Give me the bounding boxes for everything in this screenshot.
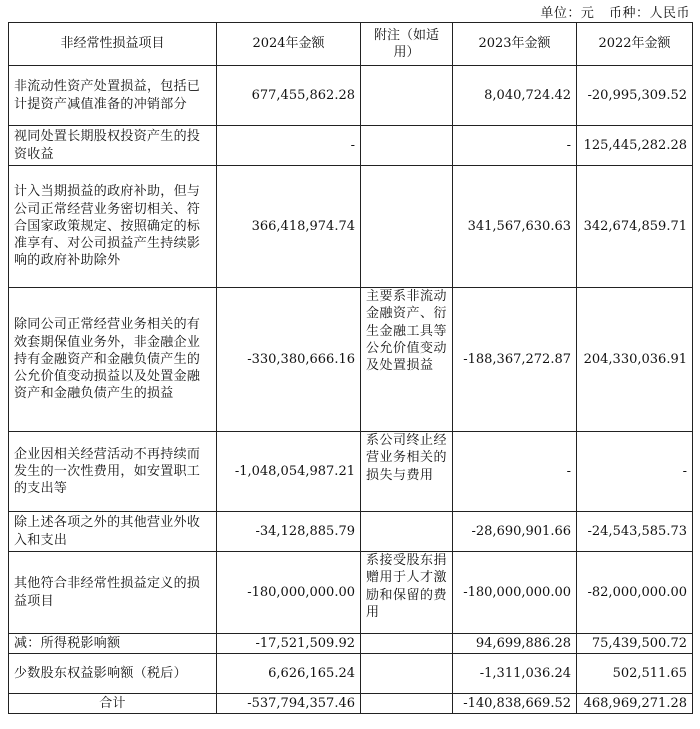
header-row: [9, 23, 693, 66]
row-2024: -17,521,509.92: [217, 634, 361, 654]
row-2022: 75,439,500.72: [577, 634, 693, 654]
row-item: 除上述各项之外的其他营业外收入和支出: [9, 512, 217, 552]
header-2023: 2023年金额: [453, 23, 577, 66]
non-recurring-items-table: [8, 22, 693, 714]
header-2024: 2024年金额: [217, 23, 361, 66]
total-2023: -140,838,669.52: [453, 694, 577, 714]
table-row: [9, 512, 693, 552]
row-item: 少数股东权益影响额（税后）: [9, 654, 217, 694]
row-2023: -1,311,036.24: [453, 654, 577, 694]
row-note: 系公司终止经营业务相关的损失与费用: [361, 432, 453, 512]
row-note: 系接受股东捐赠用于人才激励和保留的费用: [361, 552, 453, 634]
row-2022: -24,543,585.73: [577, 512, 693, 552]
row-2022: 204,330,036.91: [577, 288, 693, 432]
row-2022: -20,995,309.52: [577, 66, 693, 126]
row-2023: -188,367,272.87: [453, 288, 577, 432]
row-note: [361, 126, 453, 166]
total-2024: -537,794,357.46: [217, 694, 361, 714]
total-2022: 468,969,271.28: [577, 694, 693, 714]
header-item: 非经常性损益项目: [9, 23, 217, 66]
table-row: [9, 634, 693, 654]
total-label: 合计: [9, 694, 217, 714]
table-row: [9, 166, 693, 288]
row-2024: -180,000,000.00: [217, 552, 361, 634]
row-2024: 6,626,165.24: [217, 654, 361, 694]
table-row: [9, 432, 693, 512]
total-row: [9, 694, 693, 714]
row-2023: 341,567,630.63: [453, 166, 577, 288]
row-item: 企业因相关经营活动不再持续而发生的一次性费用，如安置职工的支出等: [9, 432, 217, 512]
total-note: [361, 694, 453, 714]
row-2023: 8,040,724.42: [453, 66, 577, 126]
currency-label: 币种：人民币: [608, 6, 690, 21]
row-2022: -82,000,000.00: [577, 552, 693, 634]
table-row: [9, 126, 693, 166]
header-note: 附注（如适用）: [361, 23, 453, 66]
unit-label: 单位：元: [540, 6, 595, 21]
row-2023: 94,699,886.28: [453, 634, 577, 654]
row-item: 除同公司正常经营业务相关的有效套期保值业务外，非金融企业持有金融资产和金融负债产生的公允价值变动损益以及处置金融资产和金融负债产生的损益: [9, 288, 217, 432]
row-2024: 366,418,974.74: [217, 166, 361, 288]
row-2022: 502,511.65: [577, 654, 693, 694]
row-2023: -: [453, 126, 577, 166]
table-row: [9, 654, 693, 694]
row-note: [361, 654, 453, 694]
row-item: 计入当期损益的政府补助，但与公司正常经营业务密切相关、符合国家政策规定、按照确定的标准享有、对公司损益产生持续影响的政府补助除外: [9, 166, 217, 288]
row-2024: -1,048,054,987.21: [217, 432, 361, 512]
table-row: [9, 66, 693, 126]
row-item: 非流动性资产处置损益，包括已计提资产减值准备的冲销部分: [9, 66, 217, 126]
header-2022: 2022年金额: [577, 23, 693, 66]
unit-line: [530, 2, 690, 21]
row-item: 其他符合非经常性损益定义的损益项目: [9, 552, 217, 634]
row-2024: -330,380,666.16: [217, 288, 361, 432]
row-2023: -180,000,000.00: [453, 552, 577, 634]
row-2024: -34,128,885.79: [217, 512, 361, 552]
row-note: [361, 634, 453, 654]
row-2022: -: [577, 432, 693, 512]
row-2023: -28,690,901.66: [453, 512, 577, 552]
row-2024: -: [217, 126, 361, 166]
row-2022: 125,445,282.28: [577, 126, 693, 166]
row-2022: 342,674,859.71: [577, 166, 693, 288]
row-note: 主要系非流动金融资产、衍生金融工具等公允价值变动及处置损益: [361, 288, 453, 432]
row-item: 减：所得税影响额: [9, 634, 217, 654]
table-row: [9, 288, 693, 432]
row-item: 视同处置长期股权投资产生的投资收益: [9, 126, 217, 166]
table-row: [9, 552, 693, 634]
row-note: [361, 512, 453, 552]
row-note: [361, 166, 453, 288]
row-note: [361, 66, 453, 126]
row-2024: 677,455,862.28: [217, 66, 361, 126]
row-2023: -: [453, 432, 577, 512]
